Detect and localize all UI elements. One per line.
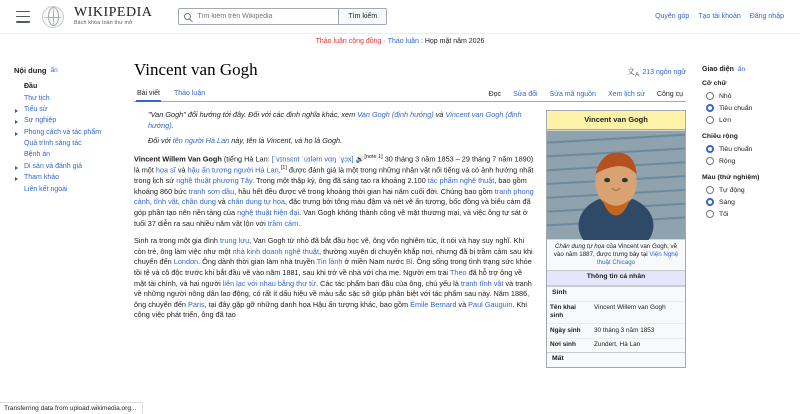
tab-tools[interactable]: Công cụ — [656, 91, 683, 98]
option-width-standard[interactable] — [702, 143, 792, 155]
toc-item-label[interactable]: Sự nghiệp — [24, 117, 57, 125]
header-links — [655, 13, 790, 20]
radio-icon[interactable] — [706, 145, 714, 153]
site-header — [0, 0, 800, 34]
radio-icon[interactable] — [706, 104, 714, 112]
search-input[interactable] — [195, 12, 333, 21]
hatnote-dutch-name — [134, 136, 536, 147]
self-portrait-illustration — [547, 130, 685, 240]
namespace-tabs — [134, 88, 206, 101]
option-color-light[interactable] — [702, 196, 792, 208]
view-tabs — [488, 89, 686, 101]
hatnote-link-vincent-disambig[interactable]: Vincent van Gogh (định hướng) — [148, 110, 522, 130]
toc-item-di-san[interactable] — [14, 161, 114, 172]
group-title-textsize: Cỡ chữ — [702, 80, 727, 87]
wikipedia-globe-logo[interactable] — [42, 6, 64, 28]
appearance-hide-button[interactable] — [738, 66, 745, 73]
appearance-hide-label: ẩn — [737, 66, 746, 73]
article-tabs — [134, 88, 686, 102]
lead-paragraph-2: Sinh ra trong một gia đình trung lưu, Van Gogh từ nhỏ đã bắt đầu học vẽ, ông vốn nghiêm túc, ít nói và hay suy nghĩ. Khi còn trẻ, ông làm việc như một nhà kinh doanh nghệ thuật, thường xuyên di chuyển khắp nơi, nhưng đã bị trầm cảm sau khi chuyển đến London. Ông dành thời gian làm nhà truyền Tin lành ở miền Nam nước Bỉ. Ông sống trong tình trạng sức khỏe tồi tệ và cô độc trước khi bắt đầu vẽ vào năm 1881, sau khi trở về nhà với cha mẹ. Người em trai Theo đã hỗ trợ ông về mặt tài chính, và hai người liên lạc với nhau bằng thư từ. Các tác phẩm ban đầu của ông, chủ yếu là tranh tĩnh vật và tranh về những người nông dân lao động, có rất ít dấu hiệu về màu sắc sặc sỡ giúp phân biệt với tác phẩm sau này. Năm 1886, ông chuyển đến Paris, tại đây gặp gỡ những danh họa Hậu ấn tượng khác, bao gồm Émile Bernard và Paul Gauguin. Khi công việc phát triển, ông đã tạo — [134, 236, 533, 320]
infobox-row-birthname — [547, 301, 685, 324]
toc-item-qua-trinh-sang-tac[interactable] — [14, 138, 114, 149]
radio-icon[interactable] — [706, 157, 714, 165]
toc-item-tham-khao[interactable] — [14, 172, 114, 183]
toc-item-phong-cach[interactable] — [14, 127, 114, 138]
toc-item-label[interactable]: Phong cách và tác phẩm — [24, 128, 102, 136]
search-icon — [184, 13, 191, 20]
toc-item-label[interactable]: Tiểu sử — [24, 105, 48, 113]
page-layout — [0, 48, 800, 368]
option-textsize-large[interactable] — [702, 114, 792, 126]
tab-article[interactable]: Bài viết — [136, 88, 161, 102]
toc-title: Nội dung — [14, 66, 47, 75]
radio-icon[interactable] — [706, 210, 714, 218]
wordmark-text: WIKIPEDIA — [74, 5, 153, 21]
community-discussion-link[interactable]: Thảo luận cộng đồng — [315, 38, 382, 45]
tab-edit[interactable]: Sửa đổi — [513, 91, 538, 98]
page-title: Vincent van Gogh — [134, 60, 258, 79]
donate-link[interactable]: Quyên góp — [655, 13, 690, 20]
caption-italic: Chân dung tự họa — [554, 242, 605, 250]
toc-list — [14, 81, 114, 195]
option-label: Tối — [719, 210, 729, 218]
toc-item-label[interactable]: Liên kết ngoài — [24, 185, 68, 193]
infobox-value: Vincent Willem van Gogh — [594, 304, 666, 312]
option-label: Tiêu chuẩn — [719, 104, 753, 112]
table-of-contents — [0, 48, 120, 195]
infobox-key: Ngày sinh — [550, 326, 581, 334]
appearance-panel — [696, 48, 800, 220]
option-label: Sáng — [719, 198, 735, 206]
infobox-key: Nơi sinh — [550, 341, 576, 349]
infobox-section-death: Mất — [547, 352, 685, 367]
browser-status-bar: Transferring data from upload.wikimedia.org... — [0, 402, 143, 414]
article-content — [134, 110, 686, 368]
search-button[interactable]: Tìm kiếm — [338, 8, 387, 25]
language-count-label: 213 ngôn ngữ — [642, 69, 686, 77]
lead-paragraph-1: Vincent Willem Van Gogh (tiếng Hà Lan: [ˈvɪnsɛnt ˈʋɪləm vɑŋ ˈɣɔx] 🔊[note 1] 30 tháng 3 năm 1853 – 29 tháng 7 năm 1890) là một họa sĩ và hậu ấn tượng người Hà Lan,[1] được đánh giá là một trong những nhân vật nổi tiếng và có ảnh hưởng nhất trong lịch sử nghệ thuật phương Tây. Trong một thập kỷ, ông đã sáng tạo ra khoảng 2.100 tác phẩm nghệ thuật, bao gồm khoảng 860 bức tranh sơn dầu, hầu hết đều được vẽ trong khoảng thời gian hai năm cuối đời. Chúng bao gồm tranh phong cảnh, tĩnh vật, chân dung và chân dung tự họa, đặc trưng bởi tông màu đậm và nét vẽ ấn tượng, bốc đồng và biểu cảm đã góp phần tạo nên nền tảng của nghệ thuật hiện đại. Van Gogh không thành công về mặt thương mại, và việc ông tự sát ở tuổi 37 diễn ra sau nhiều năm vật lộn với trầm cảm. — [134, 153, 534, 228]
toc-header — [14, 66, 114, 75]
hatnote-disambiguation — [134, 110, 536, 131]
infobox-key: Tên khai sinh — [550, 304, 576, 320]
option-width-wide[interactable] — [702, 155, 792, 167]
toc-item-benh-an[interactable] — [14, 149, 114, 160]
infobox-portrait-image[interactable] — [547, 130, 685, 240]
infobox-section-birth: Sinh — [547, 286, 685, 301]
search-area — [178, 8, 387, 25]
article-body — [120, 48, 696, 368]
tab-talk[interactable]: Thảo luận — [173, 90, 206, 97]
option-label: Tiêu chuẩn — [719, 145, 753, 153]
toc-item-label[interactable]: Bệnh án — [24, 151, 51, 159]
tab-history[interactable]: Xem lịch sử — [607, 91, 645, 98]
radio-icon[interactable] — [706, 92, 714, 100]
toc-item-thu-tich[interactable] — [14, 92, 114, 103]
toc-item-label[interactable]: Quá trình sáng tác — [24, 140, 82, 148]
language-selector[interactable] — [627, 66, 686, 82]
toc-item-dau[interactable] — [14, 81, 114, 92]
infobox-row-birthplace — [547, 338, 685, 352]
option-color-auto[interactable] — [702, 184, 792, 196]
option-textsize-small[interactable] — [702, 90, 792, 102]
option-label: Lớn — [719, 116, 732, 124]
infobox-row-birthdate — [547, 323, 685, 337]
toc-item-label[interactable]: Tham khảo — [24, 174, 60, 182]
infobox-value: 30 tháng 3 năm 1853 — [594, 326, 655, 334]
toc-item-label[interactable]: Thư tịch — [24, 94, 50, 102]
community-notice: Thảo luận cộng đồng · Thảo luận : Họp mặt năm 2026 — [315, 38, 485, 45]
infobox — [546, 110, 686, 368]
main-menu-icon[interactable] — [16, 11, 30, 23]
option-textsize-standard[interactable] — [702, 102, 792, 114]
toc-item-label: Đầu — [24, 83, 38, 91]
option-color-dark[interactable] — [702, 208, 792, 220]
caption-rest: của Vincent van Gogh, vẽ vào năm 1887, được trưng bày tại — [553, 242, 678, 258]
wikipedia-wordmark[interactable] — [74, 6, 152, 26]
notice-discussion-link[interactable]: Thảo luận — [387, 38, 419, 45]
toc-item-su-nghiep[interactable] — [14, 115, 114, 126]
notice-text: Họp mặt năm 2026 — [424, 38, 485, 45]
tab-edit-source[interactable]: Sửa mã nguồn — [549, 91, 596, 98]
hatnote2-link[interactable]: tên người Hà Lan — [172, 136, 230, 146]
language-icon: 文$_A$ — [626, 67, 640, 79]
infobox-value: Zundert, Hà Lan — [594, 341, 641, 349]
infobox-section-personal: Thông tin cá nhân — [547, 270, 685, 286]
hatnote-text: "Van Gogh" đổi hướng tới đây. Đối với các định nghĩa khác, xem — [148, 110, 358, 119]
radio-icon[interactable] — [706, 186, 714, 194]
appearance-title: Giao diện — [702, 66, 734, 73]
radio-icon[interactable] — [706, 198, 714, 206]
appearance-header — [702, 66, 792, 73]
hatnote-link-vangogh-disambig[interactable]: Van Gogh (định hướng) — [357, 110, 434, 119]
group-title-color: Màu (thử nghiệm) — [702, 174, 760, 181]
hatnote2-text-2: này, tên là Vincent, và họ là Gogh. — [229, 136, 343, 146]
login-link[interactable]: Đăng nhập — [749, 13, 784, 20]
hatnote-text-3: . — [171, 120, 174, 130]
hatnote-text-2: và — [433, 110, 446, 119]
toc-item-label[interactable]: Di sản và đánh giá — [24, 162, 82, 170]
tab-read[interactable]: Đọc — [488, 91, 502, 98]
toc-item-tieu-su[interactable] — [14, 104, 114, 115]
caption-link[interactable]: Viện Nghệ thuật Chicago — [596, 250, 679, 266]
toc-hide-label: ẩn — [50, 67, 58, 74]
toc-hide-button[interactable] — [51, 67, 58, 74]
option-label: Rộng — [719, 157, 736, 165]
option-label: Tự động — [719, 186, 745, 194]
infobox-caption — [547, 240, 685, 270]
infobox-title: Vincent van Gogh — [547, 111, 685, 130]
group-title-width: Chiều rộng — [702, 133, 738, 140]
title-row — [134, 60, 686, 82]
article-text — [134, 110, 536, 368]
hatnote2-text: Đối với — [148, 136, 173, 146]
search-box[interactable] — [178, 8, 338, 25]
create-account-link[interactable]: Tạo tài khoản — [698, 13, 741, 20]
wordmark-tagline: Bách khoa toàn thư mở — [74, 20, 133, 27]
toc-item-lien-ket-ngoai[interactable] — [14, 183, 114, 194]
option-label: Nhỏ — [719, 92, 732, 100]
radio-icon[interactable] — [706, 116, 714, 124]
